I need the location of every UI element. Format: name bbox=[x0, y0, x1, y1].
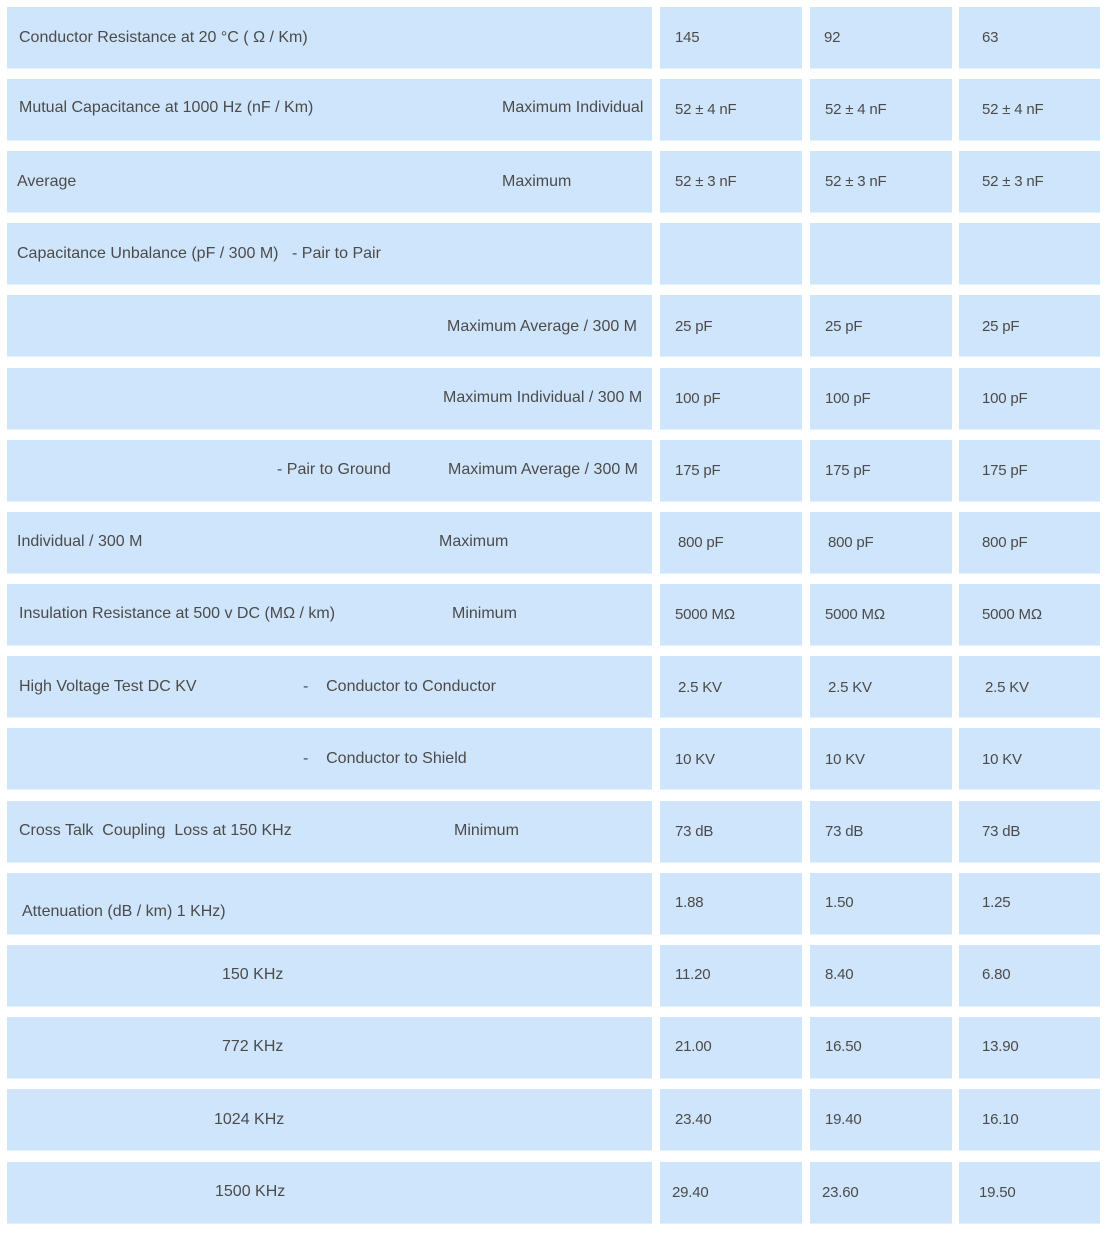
row-label: Cross Talk Coupling Loss at 150 KHz bbox=[19, 822, 292, 839]
value-cell-3 bbox=[959, 79, 1100, 141]
table-row bbox=[0, 512, 1106, 574]
value-cell-3 bbox=[959, 440, 1100, 502]
value-cell-1 bbox=[660, 656, 802, 718]
value-2: 8.40 bbox=[825, 966, 854, 983]
table-row bbox=[0, 1017, 1106, 1079]
row-qualifier: Minimum bbox=[454, 822, 519, 839]
value-cell-2 bbox=[810, 223, 952, 285]
value-cell-2 bbox=[810, 584, 952, 646]
value-cell-2 bbox=[810, 1089, 952, 1151]
value-cell-3 bbox=[959, 656, 1100, 718]
value-1: 145 bbox=[675, 29, 700, 46]
table-row bbox=[0, 440, 1106, 502]
value-cell-1 bbox=[660, 945, 802, 1007]
value-2: 19.40 bbox=[825, 1111, 862, 1128]
row-qualifier: Maximum bbox=[502, 173, 572, 190]
value-cell-3 bbox=[959, 584, 1100, 646]
value-3: 25 pF bbox=[982, 318, 1020, 335]
value-2: 100 pF bbox=[825, 390, 871, 407]
value-3: 800 pF bbox=[982, 534, 1028, 551]
value-1: 100 pF bbox=[675, 390, 721, 407]
value-cell-3 bbox=[959, 1017, 1100, 1079]
row-qualifier: Maximum Individual bbox=[502, 99, 644, 116]
value-2: 23.60 bbox=[822, 1184, 859, 1201]
value-cell-2 bbox=[810, 945, 952, 1007]
value-3: 63 bbox=[982, 29, 999, 46]
value-cell-1 bbox=[660, 512, 802, 574]
value-cell-2 bbox=[810, 440, 952, 502]
value-2: 800 pF bbox=[828, 534, 874, 551]
value-3: 175 pF bbox=[982, 462, 1028, 479]
value-cell-2 bbox=[810, 7, 952, 69]
row-qualifier: Maximum Individual / 300 M bbox=[443, 389, 643, 406]
row-sublabel: - Conductor to Shield bbox=[303, 750, 467, 767]
table-row bbox=[0, 873, 1106, 935]
value-3: 2.5 KV bbox=[985, 679, 1029, 696]
label-cell bbox=[7, 512, 652, 574]
label-cell bbox=[7, 440, 652, 502]
row-label: Individual / 300 M bbox=[17, 533, 143, 550]
row-qualifier: Minimum bbox=[452, 605, 517, 622]
value-cell-2 bbox=[810, 656, 952, 718]
label-cell bbox=[7, 945, 652, 1007]
value-cell-3 bbox=[959, 945, 1100, 1007]
value-cell-1 bbox=[660, 368, 802, 430]
value-cell-2 bbox=[810, 1017, 952, 1079]
table-row bbox=[0, 584, 1106, 646]
label-cell bbox=[7, 584, 652, 646]
value-1: 5000 MΩ bbox=[675, 606, 735, 623]
value-cell-1 bbox=[660, 801, 802, 863]
value-cell-3 bbox=[959, 1089, 1100, 1151]
label-cell bbox=[7, 295, 652, 357]
value-1: 21.00 bbox=[675, 1038, 712, 1055]
label-cell bbox=[7, 79, 652, 141]
value-3: 6.80 bbox=[982, 966, 1011, 983]
value-1: 10 KV bbox=[675, 751, 715, 768]
value-cell-3 bbox=[959, 368, 1100, 430]
table-row bbox=[0, 79, 1106, 141]
row-label: High Voltage Test DC KV bbox=[19, 678, 197, 695]
value-cell-3 bbox=[959, 7, 1100, 69]
value-2: 73 dB bbox=[825, 823, 864, 840]
value-cell-3 bbox=[959, 151, 1100, 213]
value-1: 52 ± 4 nF bbox=[675, 101, 737, 118]
row-qualifier: Maximum bbox=[439, 533, 509, 550]
row-label: Capacitance Unbalance (pF / 300 M) bbox=[17, 245, 279, 262]
value-1: 2.5 KV bbox=[678, 679, 722, 696]
value-cell-3 bbox=[959, 1162, 1100, 1224]
value-cell-1 bbox=[660, 7, 802, 69]
value-1: 175 pF bbox=[675, 462, 721, 479]
table-row bbox=[0, 1089, 1106, 1151]
row-qualifier: Maximum Average / 300 M bbox=[448, 461, 639, 478]
value-cell-1 bbox=[660, 1089, 802, 1151]
table-row bbox=[0, 223, 1106, 285]
value-cell-2 bbox=[810, 728, 952, 790]
table-row bbox=[0, 368, 1106, 430]
value-cell-3 bbox=[959, 728, 1100, 790]
label-cell bbox=[7, 368, 652, 430]
value-cell-1 bbox=[660, 151, 802, 213]
value-2: 16.50 bbox=[825, 1038, 862, 1055]
value-2: 1.50 bbox=[825, 894, 854, 911]
value-cell-2 bbox=[810, 368, 952, 430]
value-cell-3 bbox=[959, 223, 1100, 285]
row-sublabel: - Pair to Pair bbox=[292, 245, 381, 262]
value-1: 25 pF bbox=[675, 318, 713, 335]
value-1: 52 ± 3 nF bbox=[675, 173, 737, 190]
value-cell-2 bbox=[810, 801, 952, 863]
value-cell-2 bbox=[810, 1162, 952, 1224]
value-cell-1 bbox=[660, 584, 802, 646]
value-1: 1.88 bbox=[675, 894, 704, 911]
value-3: 10 KV bbox=[982, 751, 1022, 768]
value-3: 73 dB bbox=[982, 823, 1021, 840]
row-label: Attenuation (dB / km) 1 KHz) bbox=[22, 903, 226, 920]
label-cell bbox=[7, 1017, 652, 1079]
value-cell-3 bbox=[959, 873, 1100, 935]
label-cell bbox=[7, 728, 652, 790]
value-cell-3 bbox=[959, 295, 1100, 357]
label-cell bbox=[7, 223, 652, 285]
value-2: 10 KV bbox=[825, 751, 865, 768]
row-label: Insulation Resistance at 500 v DC (MΩ / km) bbox=[19, 605, 336, 622]
table-row bbox=[0, 295, 1106, 357]
value-cell-2 bbox=[810, 512, 952, 574]
value-cell-2 bbox=[810, 151, 952, 213]
value-2: 52 ± 4 nF bbox=[825, 101, 887, 118]
value-1: 29.40 bbox=[672, 1184, 709, 1201]
row-sublabel: - Conductor to Conductor bbox=[303, 678, 496, 695]
table-row bbox=[0, 945, 1106, 1007]
row-sublabel: 150 KHz bbox=[222, 966, 284, 983]
row-label: Conductor Resistance at 20 °C ( Ω / Km) bbox=[19, 29, 308, 46]
value-cell-1 bbox=[660, 873, 802, 935]
label-cell bbox=[7, 1162, 652, 1224]
label-cell bbox=[7, 1089, 652, 1151]
value-cell-1 bbox=[660, 223, 802, 285]
value-2: 2.5 KV bbox=[828, 679, 872, 696]
value-cell-1 bbox=[660, 728, 802, 790]
value-cell-1 bbox=[660, 440, 802, 502]
value-2: 175 pF bbox=[825, 462, 871, 479]
value-3: 52 ± 3 nF bbox=[982, 173, 1044, 190]
table-row bbox=[0, 1162, 1106, 1224]
value-cell-2 bbox=[810, 873, 952, 935]
row-label: Mutual Capacitance at 1000 Hz (nF / Km) bbox=[19, 99, 314, 116]
value-cell-2 bbox=[810, 79, 952, 141]
label-cell bbox=[7, 151, 652, 213]
value-3: 100 pF bbox=[982, 390, 1028, 407]
table-row bbox=[0, 151, 1106, 213]
value-cell-1 bbox=[660, 1017, 802, 1079]
value-1: 800 pF bbox=[678, 534, 724, 551]
value-2: 52 ± 3 nF bbox=[825, 173, 887, 190]
value-cell-3 bbox=[959, 512, 1100, 574]
table-row bbox=[0, 656, 1106, 718]
value-3: 19.50 bbox=[979, 1184, 1016, 1201]
value-cell-1 bbox=[660, 79, 802, 141]
table-row bbox=[0, 801, 1106, 863]
value-3: 13.90 bbox=[982, 1038, 1019, 1055]
table-row bbox=[0, 728, 1106, 790]
row-label: Average bbox=[17, 173, 77, 190]
row-sublabel: 1024 KHz bbox=[214, 1111, 285, 1128]
value-3: 52 ± 4 nF bbox=[982, 101, 1044, 118]
value-3: 16.10 bbox=[982, 1111, 1019, 1128]
value-3: 5000 MΩ bbox=[982, 606, 1042, 623]
value-1: 73 dB bbox=[675, 823, 714, 840]
value-cell-2 bbox=[810, 295, 952, 357]
value-3: 1.25 bbox=[982, 894, 1011, 911]
value-cell-1 bbox=[660, 1162, 802, 1224]
row-sublabel: 772 KHz bbox=[222, 1038, 284, 1055]
table-row bbox=[0, 7, 1106, 69]
value-1: 11.20 bbox=[675, 966, 711, 983]
value-2: 5000 MΩ bbox=[825, 606, 885, 623]
label-cell bbox=[7, 656, 652, 718]
value-2: 92 bbox=[824, 29, 841, 46]
row-qualifier: Maximum Average / 300 M bbox=[447, 318, 638, 335]
label-cell bbox=[7, 7, 652, 69]
value-2: 25 pF bbox=[825, 318, 863, 335]
row-sublabel: 1500 KHz bbox=[215, 1183, 286, 1200]
label-cell bbox=[7, 801, 652, 863]
row-sublabel: - Pair to Ground bbox=[277, 461, 391, 478]
value-cell-3 bbox=[959, 801, 1100, 863]
label-cell bbox=[7, 873, 652, 935]
value-cell-1 bbox=[660, 295, 802, 357]
value-1: 23.40 bbox=[675, 1111, 712, 1128]
